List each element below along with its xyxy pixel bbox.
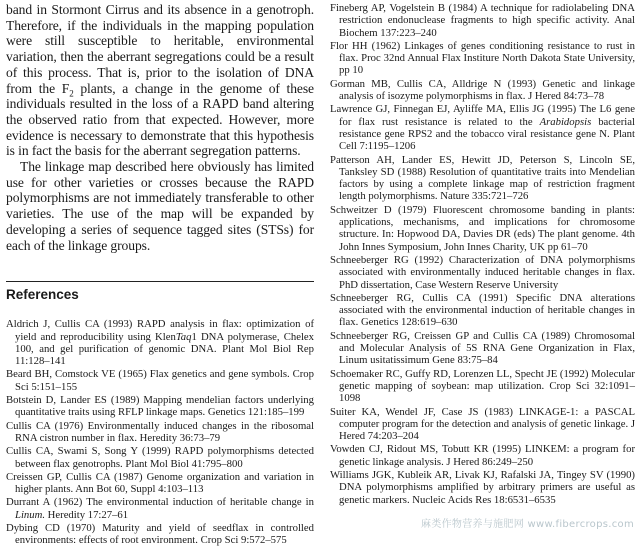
reference-text: Suiter KA, Wendel JF, Case JS (1983) LINKAGE-1: a PASCAL computer program for the detection and analysis of genetic linkage. J Hered 74:203–204	[330, 405, 635, 443]
reference-entry	[330, 154, 635, 203]
reference-text: Schneeberger RG, Cullis CA (1991) Specific DNA alterations associated with the environmental induction of heritable changes in flax. Genetics 128:619–630	[330, 291, 635, 329]
paragraph-2: The linkage map described here obviously has limited use for other varieties or crosses because the RAPD polymorphisms are not immediately transferable to other varieties. The use of the map will be expanded by developing a series of sequence tagged sites (STSs) for each of the linkage groups.	[6, 159, 314, 253]
reference-text: Vowden CJ, Ridout MS, Tobutt KR (1995) LINKEM: a program for genetic linkage analysis. J Hered 86:249–250	[330, 443, 635, 468]
left-column	[6, 2, 314, 548]
paragraph-1-rest: plants, a change in the genome of these individuals resulted in the loss of a RAPD band altering the observed ratio from that expected. However, more evidence is necessary to demonstrate that this hypothesis is in fact the basis for the aberrant segregation patterns.	[6, 80, 314, 159]
reference-text-tail: bacterial resistance gene RPS2 and the tobacco viral resistance gene N. Plant Cell 7:1195–1206	[339, 115, 635, 153]
spacer	[6, 304, 314, 318]
reference-list-right	[330, 2, 635, 506]
reference-entry	[330, 40, 635, 77]
reference-entry	[330, 443, 635, 468]
reference-text: Patterson AH, Lander ES, Hewitt JD, Peterson S, Lincoln SE, Tanksley SD (1988) Resolution of quantitative traits into Mendelian factors by using a complete linkage map of restriction fragment length polymorphisms. Nature 335:721–726	[330, 153, 635, 203]
reference-text-tail: Heredity 17:27–61	[45, 508, 129, 521]
reference-italic: Linum.	[15, 508, 45, 521]
references-heading: References	[6, 281, 314, 304]
reference-entry	[6, 522, 314, 547]
reference-entry	[330, 204, 635, 253]
reference-text: Cullis CA (1976) Environmentally induced changes in the ribosomal RNA cistron number in flax. Heredity 36:73–79	[6, 419, 314, 444]
reference-entry	[6, 496, 314, 521]
reference-entry	[330, 406, 635, 443]
reference-text: Williams JGK, Kubleik AR, Livak KJ, Rafalski JA, Tingey SV (1990) DNA polymorphisms amplified by arbitrary primers are useful as genetic markers. Nucleic Acids Res 18:6531–6535	[330, 468, 635, 506]
reference-entry	[330, 330, 635, 367]
reference-text: Schweitzer D (1979) Fluorescent chromosome banding in plants: applications, mechanisms, and implications for chromosome structure. In: Hopwood DA, Davies DR (eds) The plant genome. 4th John Innes Symposium, John Innes Charity, UK pp 61–70	[330, 203, 635, 253]
discussion-text	[6, 2, 314, 253]
f2-subscript: 2	[69, 88, 74, 99]
spacer	[6, 253, 314, 281]
reference-entry	[6, 368, 314, 393]
reference-text: Botstein D, Lander ES (1989) Mapping mendelian factors underlying quantitative traits using RFLP linkage maps. Genetics 121:185–199	[6, 394, 314, 419]
reference-text: Schneeberger RG (1992) Characterization of DNA polymorphisms associated with environmentally induced heritable changes in flax. PhD dissertation, Case Western Reserve University	[330, 253, 635, 291]
reference-text: Cullis CA, Swami S, Song Y (1999) RAPD polymorphisms detected between flax genotrophs. Plant Mol Biol 41:795–800	[6, 445, 314, 470]
reference-entry	[330, 254, 635, 291]
f2-symbol: F	[61, 80, 70, 96]
reference-entry	[330, 103, 635, 152]
reference-entry	[6, 445, 314, 470]
reference-text: Lawrence GJ, Finnegan EJ, Ayliffe MA, Ellis JG (1995) The L6 gene for flax rust resistance is related to the	[330, 103, 635, 128]
reference-text: Aldrich J, Cullis CA (1993) RAPD analysis in flax: optimization of yield and reproducibility using Klen	[6, 318, 314, 343]
reference-text-tail: 1 DNA polymerase, Chelex 100, and gel purification of genomic DNA. Plant Mol Biol Rep 11:128–141	[15, 330, 314, 368]
reference-entry	[330, 2, 635, 39]
reference-entry	[6, 318, 314, 367]
reference-entry	[330, 78, 635, 103]
reference-entry	[330, 368, 635, 405]
right-column	[330, 2, 635, 507]
reference-entry	[330, 469, 635, 506]
reference-italic: Arabidopsis	[539, 115, 592, 128]
reference-text: Dybing CD (1970) Maturity and yield of seedflax in controlled environments: effects of root environment. Crop Sci 9:572–575	[6, 522, 314, 547]
reference-text: Creissen GP, Cullis CA (1987) Genome organization and variation in higher plants. Ann Bot 60, Suppl 4:103–113	[6, 470, 314, 496]
reference-entry	[330, 292, 635, 329]
paragraph-1-text: band in Stormont Cirrus and its absence in a genotroph. Therefore, if the individuals in the mapping population were still susceptible to heritable, environmental variation, then the aberrant segregations could be a result of this process. That is, prior to the isolation of DNA from the	[6, 2, 314, 96]
reference-text: Beard BH, Comstock VE (1965) Flax genetics and gene symbols. Crop Sci 5:151–155	[6, 368, 314, 393]
reference-entry	[6, 394, 314, 419]
reference-text: Schneeberger RG, Creissen GP and Cullis CA (1989) Chromosomal and Molecular Analysis of 5S RNA Gene Organization in Flax, Linum usitatissimum Gene 83:75–84	[330, 329, 635, 367]
reference-text: Flor HH (1962) Linkages of genes conditioning resistance to rust in flax. Proc 32nd Annual Flax Institure North Dakota State University, pp 10	[330, 39, 635, 77]
reference-entry	[6, 471, 314, 496]
reference-entry	[6, 420, 314, 445]
reference-text: Gorman MB, Cullis CA, Alldrige N (1993) Genetic and linkage analysis of isozyme polymorphisms in flax. J Hered 84:73–78	[330, 77, 635, 103]
reference-text: Durrant A (1962) The environmental induction of heritable change in	[6, 496, 314, 509]
reference-text: Schoemaker RC, Guffy RD, Lorenzen LL, Specht JE (1992) Molecular genetic mapping of soybean: map utilization. Crop Sci 32:1091–1098	[330, 367, 635, 405]
reference-text: Fineberg AP, Vogelstein B (1984) A technique for radiolabeling DNA restriction endonuclease fragments to high specific activity. Anal Biochem 137:223–240	[330, 2, 635, 39]
paragraph-1	[6, 2, 314, 159]
reference-italic: Taq	[175, 330, 192, 343]
reference-list-left	[6, 318, 314, 546]
watermark: 麻类作物营养与施肥网 www.fibercrops.com	[421, 519, 634, 530]
